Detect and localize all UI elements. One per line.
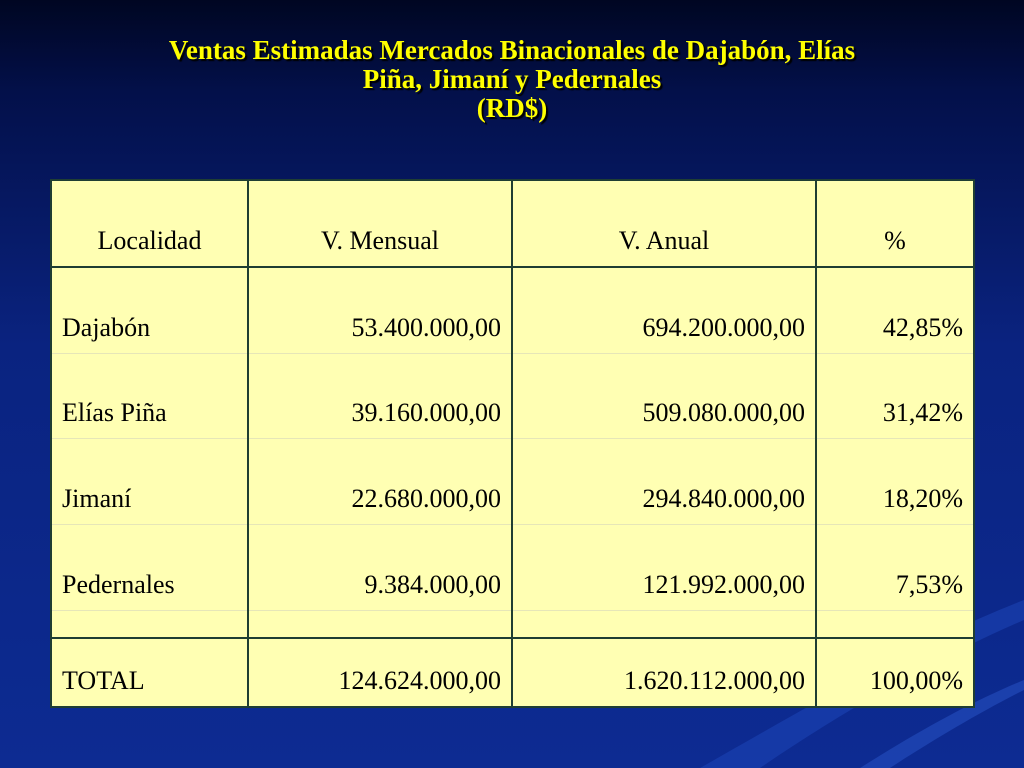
spacer-cell (248, 611, 512, 639)
table-header-row (51, 180, 974, 267)
cell-anual: 694.200.000,00 (512, 267, 816, 353)
cell-mensual: 39.160.000,00 (248, 353, 512, 439)
header-percent: % (816, 180, 974, 267)
cell-anual: 121.992.000,00 (512, 525, 816, 611)
cell-localidad: Jimaní (51, 439, 248, 525)
sales-table (50, 179, 975, 708)
cell-mensual: 53.400.000,00 (248, 267, 512, 353)
total-mensual: 124.624.000,00 (248, 638, 512, 707)
table-row (51, 267, 974, 353)
title-line-1: Ventas Estimadas Mercados Binacionales de Dajabón, Elías (168, 35, 856, 65)
title-line-2: Piña, Jimaní y Pedernales (362, 64, 662, 94)
table-row (51, 439, 974, 525)
table-row (51, 525, 974, 611)
table-spacer-row (51, 611, 974, 639)
total-label: TOTAL (51, 638, 248, 707)
slide-title (40, 36, 984, 123)
spacer-cell (512, 611, 816, 639)
spacer-cell (51, 611, 248, 639)
table-total-row (51, 638, 974, 707)
cell-anual: 294.840.000,00 (512, 439, 816, 525)
spacer-cell (816, 611, 974, 639)
title-line-3: (RD$) (476, 93, 548, 123)
total-anual: 1.620.112.000,00 (512, 638, 816, 707)
table-row (51, 353, 974, 439)
header-anual: V. Anual (512, 180, 816, 267)
header-mensual: V. Mensual (248, 180, 512, 267)
cell-localidad: Pedernales (51, 525, 248, 611)
cell-localidad: Elías Piña (51, 353, 248, 439)
cell-percent: 31,42% (816, 353, 974, 439)
cell-percent: 7,53% (816, 525, 974, 611)
header-localidad: Localidad (51, 180, 248, 267)
cell-mensual: 22.680.000,00 (248, 439, 512, 525)
total-percent: 100,00% (816, 638, 974, 707)
cell-percent: 42,85% (816, 267, 974, 353)
cell-percent: 18,20% (816, 439, 974, 525)
cell-localidad: Dajabón (51, 267, 248, 353)
cell-anual: 509.080.000,00 (512, 353, 816, 439)
cell-mensual: 9.384.000,00 (248, 525, 512, 611)
